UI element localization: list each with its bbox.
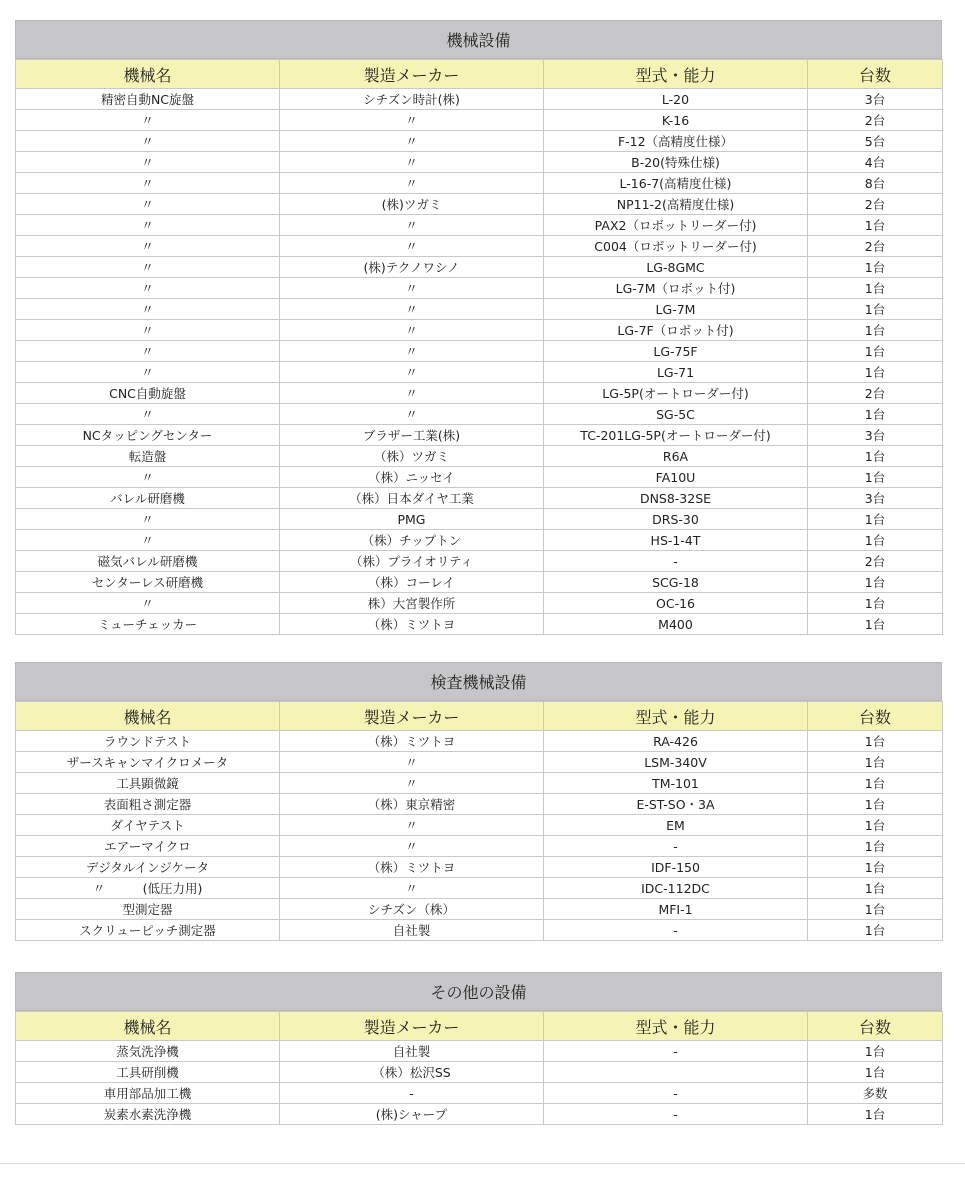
cell-quantity: 3台: [808, 425, 943, 446]
cell-manufacturer: 〃: [280, 878, 544, 899]
cell-machine-name: 炭素水素洗浄機: [16, 1104, 280, 1125]
cell-quantity: 1台: [808, 773, 943, 794]
cell-quantity: 2台: [808, 383, 943, 404]
cell-model-capacity: PAX2（ロボットリーダー付): [544, 215, 808, 236]
cell-manufacturer: 〃: [280, 152, 544, 173]
table-row: [16, 1083, 943, 1104]
cell-model-capacity: TM-101: [544, 773, 808, 794]
header-model-capacity: 型式・能力: [544, 1012, 808, 1041]
cell-quantity: 5台: [808, 131, 943, 152]
cell-machine-name: デジタルインジケータ: [16, 857, 280, 878]
cell-model-capacity: L-20: [544, 89, 808, 110]
header-machine-name: 機械名: [16, 1012, 280, 1041]
equipment-table: [15, 59, 943, 635]
cell-quantity: 1台: [808, 614, 943, 635]
cell-quantity: 1台: [808, 446, 943, 467]
cell-manufacturer: 〃: [280, 362, 544, 383]
cell-machine-name: 〃: [16, 320, 280, 341]
cell-quantity: 1台: [808, 593, 943, 614]
cell-model-capacity: K-16: [544, 110, 808, 131]
cell-quantity: 4台: [808, 152, 943, 173]
table-row: [16, 299, 943, 320]
cell-machine-name: 工具研削機: [16, 1062, 280, 1083]
cell-manufacturer: (株)シャープ: [280, 1104, 544, 1125]
table-row: [16, 1062, 943, 1083]
table-row: [16, 215, 943, 236]
cell-machine-name: ザースキャンマイクロメータ: [16, 752, 280, 773]
section-title: 機械設備: [15, 20, 942, 59]
cell-manufacturer: ブラザー工業(株): [280, 425, 544, 446]
cell-manufacturer: 〃: [280, 341, 544, 362]
cell-model-capacity: B-20(特殊仕様): [544, 152, 808, 173]
table-header-row: [16, 60, 943, 89]
table-row: [16, 278, 943, 299]
cell-quantity: 1台: [808, 467, 943, 488]
cell-quantity: 1台: [808, 341, 943, 362]
cell-manufacturer: -: [280, 1083, 544, 1104]
table-row: [16, 920, 943, 941]
table-row: [16, 509, 943, 530]
table-header-row: [16, 702, 943, 731]
cell-machine-name: 車用部品加工機: [16, 1083, 280, 1104]
cell-manufacturer: PMG: [280, 509, 544, 530]
table-row: [16, 878, 943, 899]
cell-machine-name: 表面粗さ測定器: [16, 794, 280, 815]
cell-machine-name: 転造盤: [16, 446, 280, 467]
cell-quantity: 1台: [808, 257, 943, 278]
other-equipment-section: [15, 972, 942, 1125]
table-row: [16, 593, 943, 614]
cell-model-capacity: -: [544, 836, 808, 857]
cell-quantity: 2台: [808, 110, 943, 131]
table-row: [16, 1041, 943, 1062]
cell-model-capacity: SG-5C: [544, 404, 808, 425]
cell-machine-name: 蒸気洗浄機: [16, 1041, 280, 1062]
cell-quantity: 3台: [808, 488, 943, 509]
table-row: [16, 152, 943, 173]
cell-manufacturer: (株)ツガミ: [280, 194, 544, 215]
cell-manufacturer: （株）コーレイ: [280, 572, 544, 593]
cell-model-capacity: M400: [544, 614, 808, 635]
equipment-table: [15, 1011, 943, 1125]
cell-machine-name: 工具顕微鏡: [16, 773, 280, 794]
cell-quantity: 1台: [808, 1062, 943, 1083]
table-row: [16, 236, 943, 257]
cell-model-capacity: C004（ロボットリーダー付): [544, 236, 808, 257]
table-row: [16, 404, 943, 425]
header-manufacturer: 製造メーカー: [280, 1012, 544, 1041]
cell-model-capacity: IDF-150: [544, 857, 808, 878]
cell-manufacturer: 〃: [280, 215, 544, 236]
cell-quantity: 1台: [808, 857, 943, 878]
cell-model-capacity: LG-5P(オートローダー付): [544, 383, 808, 404]
cell-machine-name: 精密自動NC旋盤: [16, 89, 280, 110]
table-row: [16, 173, 943, 194]
cell-model-capacity: -: [544, 1104, 808, 1125]
table-row: [16, 572, 943, 593]
table-row: [16, 857, 943, 878]
section-title: 検査機械設備: [15, 662, 942, 701]
cell-model-capacity: LG-71: [544, 362, 808, 383]
cell-model-capacity: LG-7F（ロボット付): [544, 320, 808, 341]
table-row: [16, 614, 943, 635]
table-row: [16, 257, 943, 278]
cell-manufacturer: 〃: [280, 278, 544, 299]
cell-manufacturer: シチズン時計(株): [280, 89, 544, 110]
cell-manufacturer: 〃: [280, 815, 544, 836]
cell-model-capacity: FA10U: [544, 467, 808, 488]
cell-manufacturer: （株）日本ダイヤ工業: [280, 488, 544, 509]
header-quantity: 台数: [808, 702, 943, 731]
cell-manufacturer: （株）ミツトヨ: [280, 614, 544, 635]
cell-manufacturer: （株）松沢SS: [280, 1062, 544, 1083]
cell-machine-name: 〃: [16, 152, 280, 173]
cell-machine-name: 〃: [16, 278, 280, 299]
cell-quantity: 2台: [808, 194, 943, 215]
cell-model-capacity: HS-1-4T: [544, 530, 808, 551]
inspection-equipment-section: [15, 662, 942, 941]
cell-machine-name: 〃: [16, 215, 280, 236]
cell-manufacturer: 〃: [280, 404, 544, 425]
cell-model-capacity: IDC-112DC: [544, 878, 808, 899]
cell-quantity: 2台: [808, 551, 943, 572]
cell-model-capacity: LG-7M: [544, 299, 808, 320]
cell-model-capacity: -: [544, 551, 808, 572]
cell-manufacturer: 〃: [280, 236, 544, 257]
cell-machine-name: ダイヤテスト: [16, 815, 280, 836]
cell-manufacturer: 〃: [280, 383, 544, 404]
cell-model-capacity: R6A: [544, 446, 808, 467]
cell-manufacturer: （株）ミツトヨ: [280, 731, 544, 752]
cell-machine-name: 〃: [16, 110, 280, 131]
cell-model-capacity: RA-426: [544, 731, 808, 752]
cell-quantity: 1台: [808, 320, 943, 341]
cell-machine-name: 〃: [16, 530, 280, 551]
machine-equipment-section: [15, 20, 942, 635]
table-row: [16, 530, 943, 551]
cell-quantity: 1台: [808, 509, 943, 530]
cell-manufacturer: 自社製: [280, 920, 544, 941]
cell-manufacturer: 〃: [280, 131, 544, 152]
cell-model-capacity: DNS8-32SE: [544, 488, 808, 509]
cell-manufacturer: 〃: [280, 836, 544, 857]
cell-model-capacity: MFI-1: [544, 899, 808, 920]
cell-machine-name: エアーマイクロ: [16, 836, 280, 857]
cell-manufacturer: 〃: [280, 773, 544, 794]
cell-machine-name: バレル研磨機: [16, 488, 280, 509]
cell-machine-name: センターレス研磨機: [16, 572, 280, 593]
cell-quantity: 1台: [808, 1104, 943, 1125]
cell-machine-name: ミューチェッカー: [16, 614, 280, 635]
table-header-row: [16, 1012, 943, 1041]
cell-machine-name: 〃 (低圧力用): [16, 878, 280, 899]
header-quantity: 台数: [808, 1012, 943, 1041]
cell-manufacturer: （株）ミツトヨ: [280, 857, 544, 878]
header-model-capacity: 型式・能力: [544, 702, 808, 731]
cell-model-capacity: EM: [544, 815, 808, 836]
header-quantity: 台数: [808, 60, 943, 89]
cell-machine-name: 〃: [16, 467, 280, 488]
cell-manufacturer: 自社製: [280, 1041, 544, 1062]
cell-manufacturer: （株）プライオリティ: [280, 551, 544, 572]
cell-machine-name: 〃: [16, 404, 280, 425]
cell-model-capacity: SCG-18: [544, 572, 808, 593]
table-row: [16, 341, 943, 362]
cell-machine-name: 〃: [16, 509, 280, 530]
cell-quantity: 1台: [808, 215, 943, 236]
cell-quantity: 1台: [808, 572, 943, 593]
cell-model-capacity: F-12（高精度仕様）: [544, 131, 808, 152]
table-row: [16, 551, 943, 572]
table-row: [16, 773, 943, 794]
cell-model-capacity: [544, 1062, 808, 1083]
table-row: [16, 467, 943, 488]
cell-quantity: 1台: [808, 362, 943, 383]
cell-manufacturer: 〃: [280, 110, 544, 131]
cell-model-capacity: -: [544, 920, 808, 941]
header-manufacturer: 製造メーカー: [280, 60, 544, 89]
table-row: [16, 1104, 943, 1125]
cell-quantity: 1台: [808, 404, 943, 425]
table-row: [16, 794, 943, 815]
table-row: [16, 131, 943, 152]
cell-quantity: 1台: [808, 836, 943, 857]
cell-machine-name: 〃: [16, 341, 280, 362]
section-title: その他の設備: [15, 972, 942, 1011]
cell-machine-name: 〃: [16, 194, 280, 215]
header-machine-name: 機械名: [16, 60, 280, 89]
cell-machine-name: 〃: [16, 257, 280, 278]
table-row: [16, 362, 943, 383]
table-row: [16, 731, 943, 752]
cell-quantity: 1台: [808, 299, 943, 320]
cell-quantity: 1台: [808, 794, 943, 815]
equipment-table: [15, 701, 943, 941]
cell-quantity: 多数: [808, 1083, 943, 1104]
cell-quantity: 1台: [808, 899, 943, 920]
cell-machine-name: ラウンドテスト: [16, 731, 280, 752]
cell-model-capacity: NP11-2(高精度仕様): [544, 194, 808, 215]
table-row: [16, 89, 943, 110]
cell-quantity: 1台: [808, 920, 943, 941]
cell-machine-name: スクリューピッチ測定器: [16, 920, 280, 941]
cell-manufacturer: 〃: [280, 173, 544, 194]
cell-model-capacity: LG-7M（ロボット付): [544, 278, 808, 299]
cell-quantity: 1台: [808, 1041, 943, 1062]
header-machine-name: 機械名: [16, 702, 280, 731]
table-row: [16, 110, 943, 131]
cell-machine-name: 〃: [16, 131, 280, 152]
cell-machine-name: 〃: [16, 362, 280, 383]
cell-manufacturer: シチズン（株）: [280, 899, 544, 920]
table-row: [16, 836, 943, 857]
cell-quantity: 3台: [808, 89, 943, 110]
table-row: [16, 194, 943, 215]
table-row: [16, 752, 943, 773]
cell-model-capacity: LSM-340V: [544, 752, 808, 773]
cell-machine-name: 〃: [16, 593, 280, 614]
cell-model-capacity: DRS-30: [544, 509, 808, 530]
table-row: [16, 899, 943, 920]
table-row: [16, 815, 943, 836]
cell-manufacturer: 株）大宮製作所: [280, 593, 544, 614]
cell-quantity: 1台: [808, 731, 943, 752]
cell-manufacturer: （株）チップトン: [280, 530, 544, 551]
cell-manufacturer: （株）ツガミ: [280, 446, 544, 467]
table-row: [16, 488, 943, 509]
cell-quantity: 8台: [808, 173, 943, 194]
cell-manufacturer: （株）ニッセイ: [280, 467, 544, 488]
cell-model-capacity: E-ST-SO・3A: [544, 794, 808, 815]
footer-divider: [0, 1163, 965, 1164]
cell-manufacturer: （株）東京精密: [280, 794, 544, 815]
cell-model-capacity: LG-8GMC: [544, 257, 808, 278]
header-manufacturer: 製造メーカー: [280, 702, 544, 731]
table-row: [16, 383, 943, 404]
table-row: [16, 425, 943, 446]
cell-machine-name: NCタッピングセンター: [16, 425, 280, 446]
cell-machine-name: 磁気バレル研磨機: [16, 551, 280, 572]
table-row: [16, 320, 943, 341]
cell-quantity: 1台: [808, 815, 943, 836]
cell-machine-name: 〃: [16, 236, 280, 257]
cell-manufacturer: 〃: [280, 299, 544, 320]
cell-model-capacity: -: [544, 1083, 808, 1104]
cell-quantity: 2台: [808, 236, 943, 257]
cell-manufacturer: 〃: [280, 320, 544, 341]
cell-machine-name: CNC自動旋盤: [16, 383, 280, 404]
header-model-capacity: 型式・能力: [544, 60, 808, 89]
cell-manufacturer: 〃: [280, 752, 544, 773]
table-row: [16, 446, 943, 467]
cell-machine-name: 〃: [16, 299, 280, 320]
cell-quantity: 1台: [808, 278, 943, 299]
cell-machine-name: 型測定器: [16, 899, 280, 920]
cell-model-capacity: -: [544, 1041, 808, 1062]
cell-quantity: 1台: [808, 878, 943, 899]
cell-model-capacity: L-16-7(高精度仕様): [544, 173, 808, 194]
cell-model-capacity: TC-201LG-5P(オートローダー付): [544, 425, 808, 446]
cell-model-capacity: OC-16: [544, 593, 808, 614]
cell-machine-name: 〃: [16, 173, 280, 194]
cell-manufacturer: (株)テクノワシノ: [280, 257, 544, 278]
cell-model-capacity: LG-75F: [544, 341, 808, 362]
cell-quantity: 1台: [808, 752, 943, 773]
cell-quantity: 1台: [808, 530, 943, 551]
